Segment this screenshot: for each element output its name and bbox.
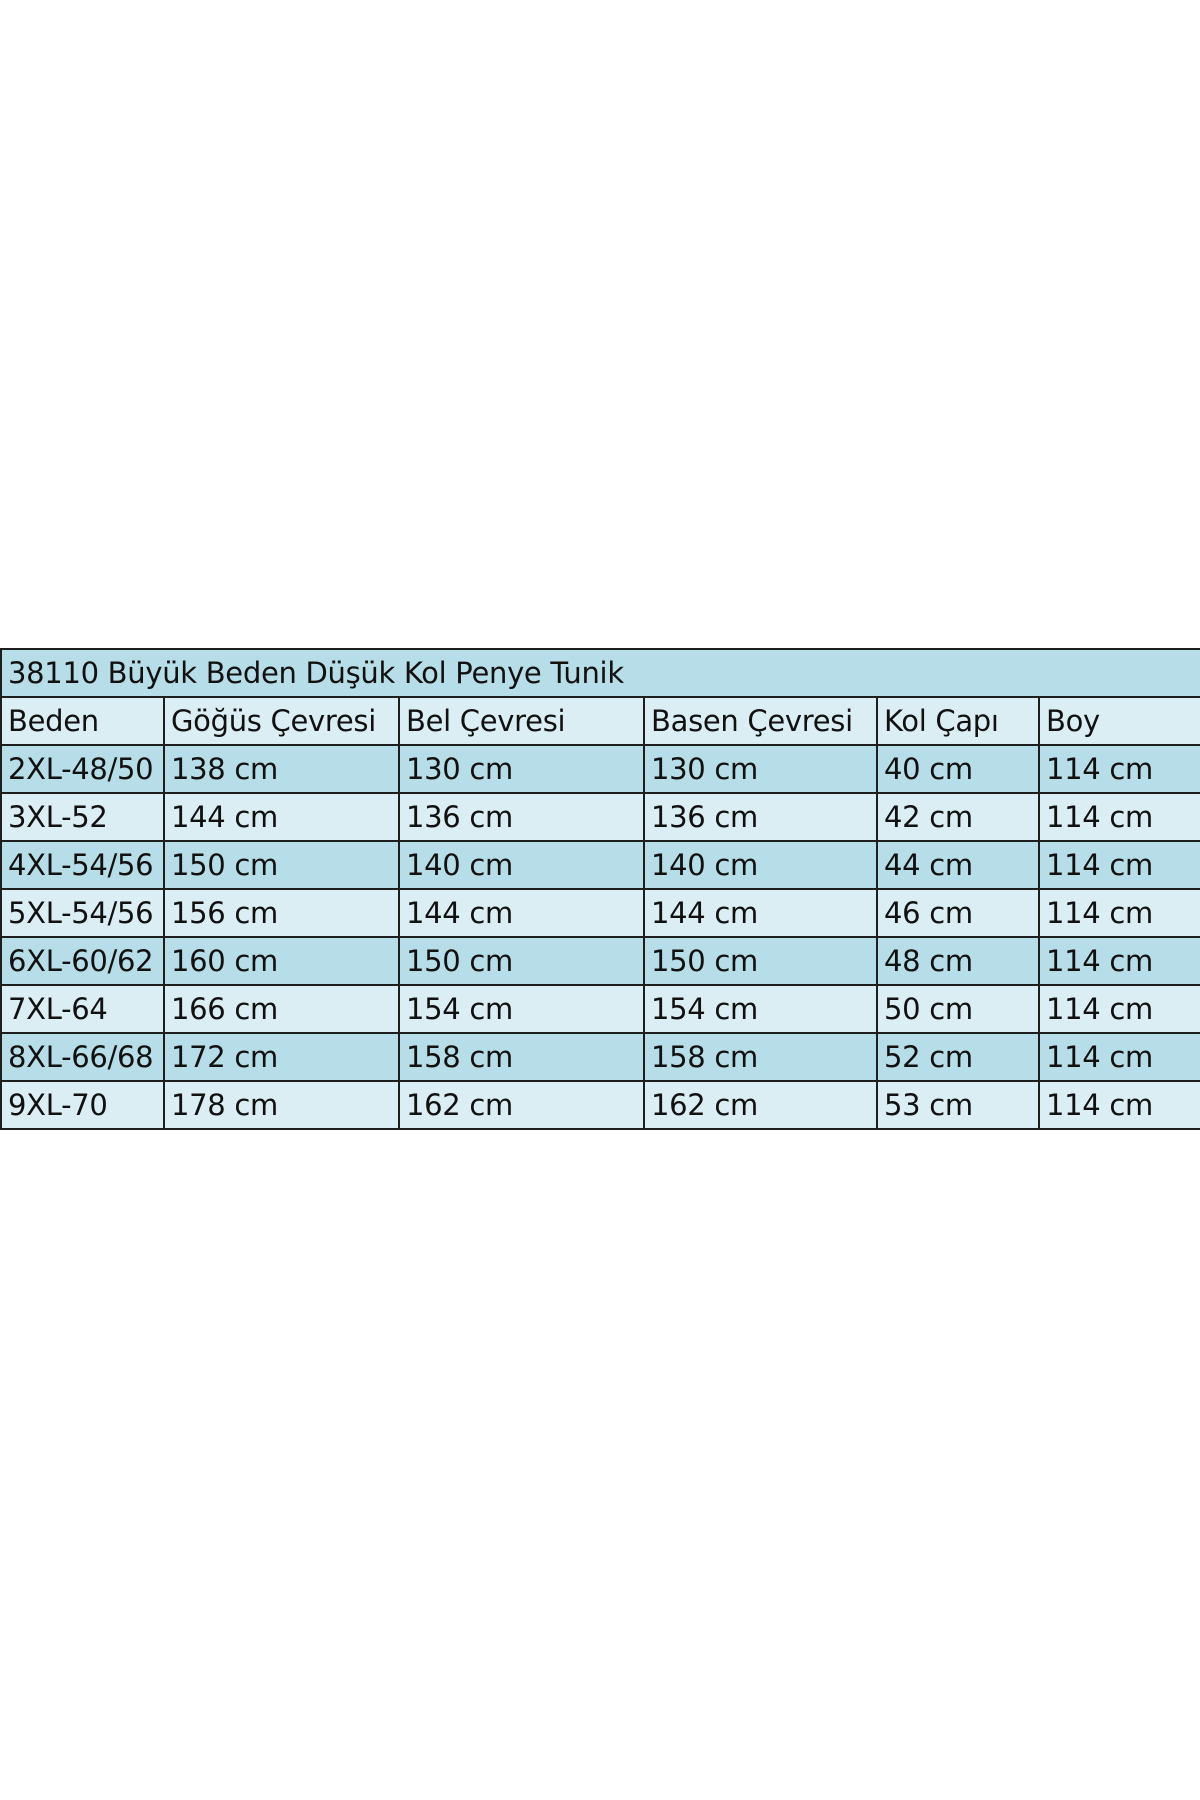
table-title-row — [1, 649, 1200, 697]
cell-boy: 114 cm — [1039, 937, 1200, 985]
header-boy: Boy — [1039, 697, 1200, 745]
cell-boy: 114 cm — [1039, 745, 1200, 793]
cell-boy: 114 cm — [1039, 793, 1200, 841]
cell-bel: 136 cm — [399, 793, 644, 841]
table-row — [1, 985, 1200, 1033]
cell-kol: 48 cm — [877, 937, 1039, 985]
cell-kol: 50 cm — [877, 985, 1039, 1033]
table-row — [1, 937, 1200, 985]
header-gogus-cevresi: Göğüs Çevresi — [164, 697, 399, 745]
cell-gogus: 160 cm — [164, 937, 399, 985]
header-basen-cevresi: Basen Çevresi — [644, 697, 877, 745]
cell-basen: 162 cm — [644, 1081, 877, 1129]
cell-bel: 140 cm — [399, 841, 644, 889]
cell-gogus: 144 cm — [164, 793, 399, 841]
cell-size: 4XL-54/56 — [1, 841, 164, 889]
cell-kol: 52 cm — [877, 1033, 1039, 1081]
table-row — [1, 1033, 1200, 1081]
cell-basen: 130 cm — [644, 745, 877, 793]
cell-size: 2XL-48/50 — [1, 745, 164, 793]
cell-gogus: 150 cm — [164, 841, 399, 889]
cell-kol: 44 cm — [877, 841, 1039, 889]
table-header-row — [1, 697, 1200, 745]
header-beden: Beden — [1, 697, 164, 745]
table-row — [1, 1081, 1200, 1129]
size-chart-table — [0, 648, 1200, 1130]
cell-kol: 46 cm — [877, 889, 1039, 937]
cell-bel: 158 cm — [399, 1033, 644, 1081]
cell-size: 6XL-60/62 — [1, 937, 164, 985]
cell-basen: 144 cm — [644, 889, 877, 937]
size-chart-body — [1, 649, 1200, 1129]
cell-bel: 162 cm — [399, 1081, 644, 1129]
cell-boy: 114 cm — [1039, 1033, 1200, 1081]
cell-gogus: 166 cm — [164, 985, 399, 1033]
table-row — [1, 793, 1200, 841]
cell-size: 3XL-52 — [1, 793, 164, 841]
cell-bel: 150 cm — [399, 937, 644, 985]
cell-kol: 42 cm — [877, 793, 1039, 841]
cell-gogus: 178 cm — [164, 1081, 399, 1129]
cell-size: 5XL-54/56 — [1, 889, 164, 937]
cell-bel: 130 cm — [399, 745, 644, 793]
cell-gogus: 156 cm — [164, 889, 399, 937]
table-row — [1, 889, 1200, 937]
cell-basen: 140 cm — [644, 841, 877, 889]
table-row — [1, 745, 1200, 793]
cell-boy: 114 cm — [1039, 985, 1200, 1033]
cell-size: 7XL-64 — [1, 985, 164, 1033]
cell-size: 8XL-66/68 — [1, 1033, 164, 1081]
header-kol-capi: Kol Çapı — [877, 697, 1039, 745]
cell-basen: 150 cm — [644, 937, 877, 985]
cell-gogus: 172 cm — [164, 1033, 399, 1081]
cell-size: 9XL-70 — [1, 1081, 164, 1129]
cell-bel: 154 cm — [399, 985, 644, 1033]
cell-basen: 158 cm — [644, 1033, 877, 1081]
table-title: 38110 Büyük Beden Düşük Kol Penye Tunik — [1, 649, 1200, 697]
cell-basen: 136 cm — [644, 793, 877, 841]
cell-kol: 40 cm — [877, 745, 1039, 793]
cell-kol: 53 cm — [877, 1081, 1039, 1129]
cell-boy: 114 cm — [1039, 1081, 1200, 1129]
cell-boy: 114 cm — [1039, 889, 1200, 937]
table-row — [1, 841, 1200, 889]
cell-gogus: 138 cm — [164, 745, 399, 793]
header-bel-cevresi: Bel Çevresi — [399, 697, 644, 745]
cell-boy: 114 cm — [1039, 841, 1200, 889]
cell-bel: 144 cm — [399, 889, 644, 937]
cell-basen: 154 cm — [644, 985, 877, 1033]
